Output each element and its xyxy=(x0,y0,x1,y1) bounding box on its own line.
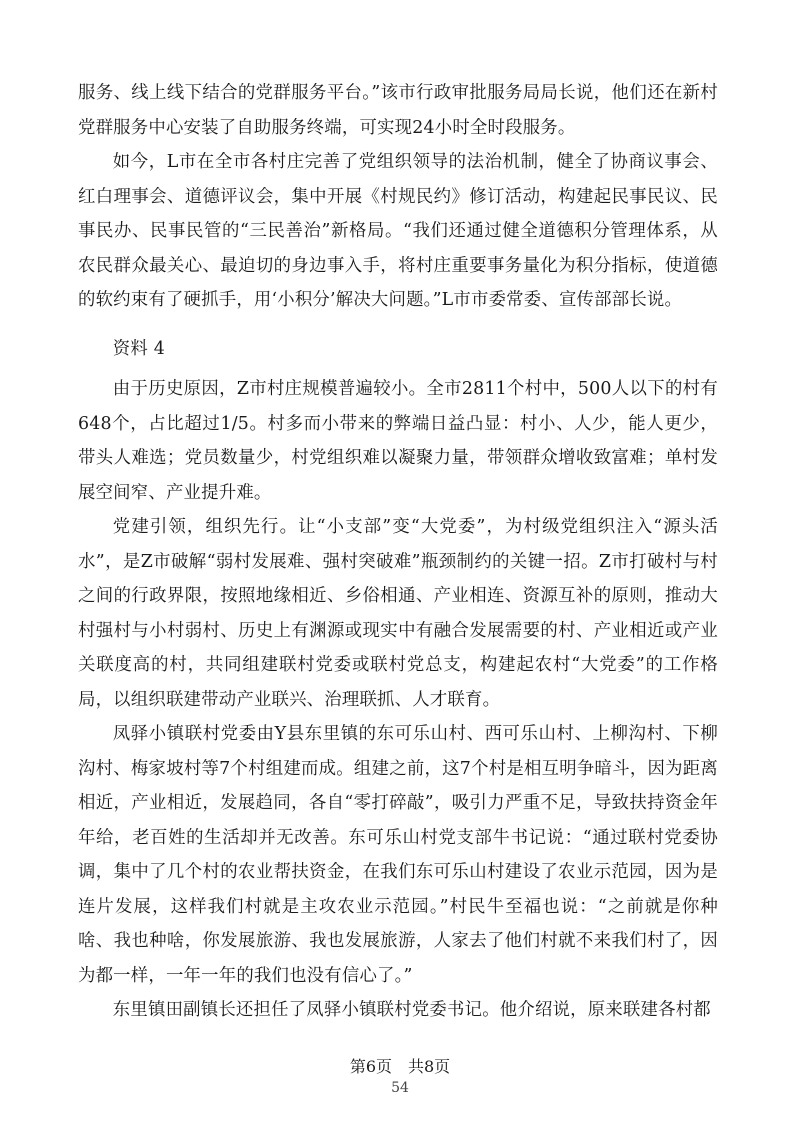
section-title: 资料 4 xyxy=(112,338,165,359)
paragraph-party-building: 党建引领，组织先行。让“小支部”变“大党委”，为村级党组织注入“源头活水”，是Z市破解“弱村发展难、强村突破难”瓶颈制约的关键一招。Z市打破村与村之间的行政界限，按照地缘相近、乡俗相通、产业相连、资源互补的原则，推动大村强村与小村弱村、历史上有渊源或现实中有融合发展需要的村、产业相近或产业关联度高的村，共同组建联村党委或联村党总支，构建起农村“大党委”的工作格局，以组织联建带动产业联兴、治理联抓、人才联育。 xyxy=(78,517,718,710)
page-number: 54 xyxy=(391,1080,409,1096)
page-indicator: 第6页 共8页 xyxy=(349,1057,451,1076)
paragraph-dongli-town: 东里镇田副镇长还担任了凤驿小镇联村党委书记。他介绍说，原来联建各村都 xyxy=(112,1000,711,1020)
paragraph-z-city-history: 由于历史原因，Z市村庄规模普遍较小。全市2811个村中，500人以下的村有648个，占比超过1/5。村多而小带来的弊端日益凸显：村小、人少，能人更少，带头人难选；党员数量少，村党组织难以凝聚力量，带领群众增收致富难；单村发展空间窄、产业提升难。 xyxy=(78,379,718,503)
document-body xyxy=(78,76,718,1028)
paragraph-continuation: 服务、线上线下结合的党群服务平台。”该市行政审批服务局局长说，他们还在新村党群服务中心安装了自助服务终端，可实现24小时全时段服务。 xyxy=(78,83,718,138)
paragraph-fengyi-town: 凤驿小镇联村党委由Y县东里镇的东可乐山村、西可乐山村、上柳沟村、下柳沟村、梅家坡村等7个村组建而成。组建之前，这7个村是相互明争暗斗，因为距离相近，产业相近，发展趋同，各自“零打碎敲”，吸引力严重不足，导致扶持资金年年给，老百姓的生活却并无改善。东可乐山村党支部牛书记说：“通过联村党委协调，集中了几个村的农业帮扶资金，在我们东可乐山村建设了农业示范园，因为是连片发展，这样我们村就是主攻农业示范园。”村民牛至福也说：“之前就是你种啥、我也种啥，你发展旅游、我也发展旅游，人家去了他们村就不来我们村了，因为都一样，一年一年的我们也没有信心了。” xyxy=(78,724,718,986)
paragraph-l-city: 如今，L市在全市各村庄完善了党组织领导的法治机制，健全了协商议事会、红白理事会、道德评议会，集中开展《村规民约》修订活动，构建起民事民议、民事民办、民事民管的“三民善治”新格局。“我们还通过健全道德积分管理体系，从农民群众最关心、最迫切的身边事入手，将村庄重要事务量化为积分指标，使道德的软约束有了硬抓手，用‘小积分’解决大问题。”L市市委常委、宣传部部长说。 xyxy=(78,152,718,310)
